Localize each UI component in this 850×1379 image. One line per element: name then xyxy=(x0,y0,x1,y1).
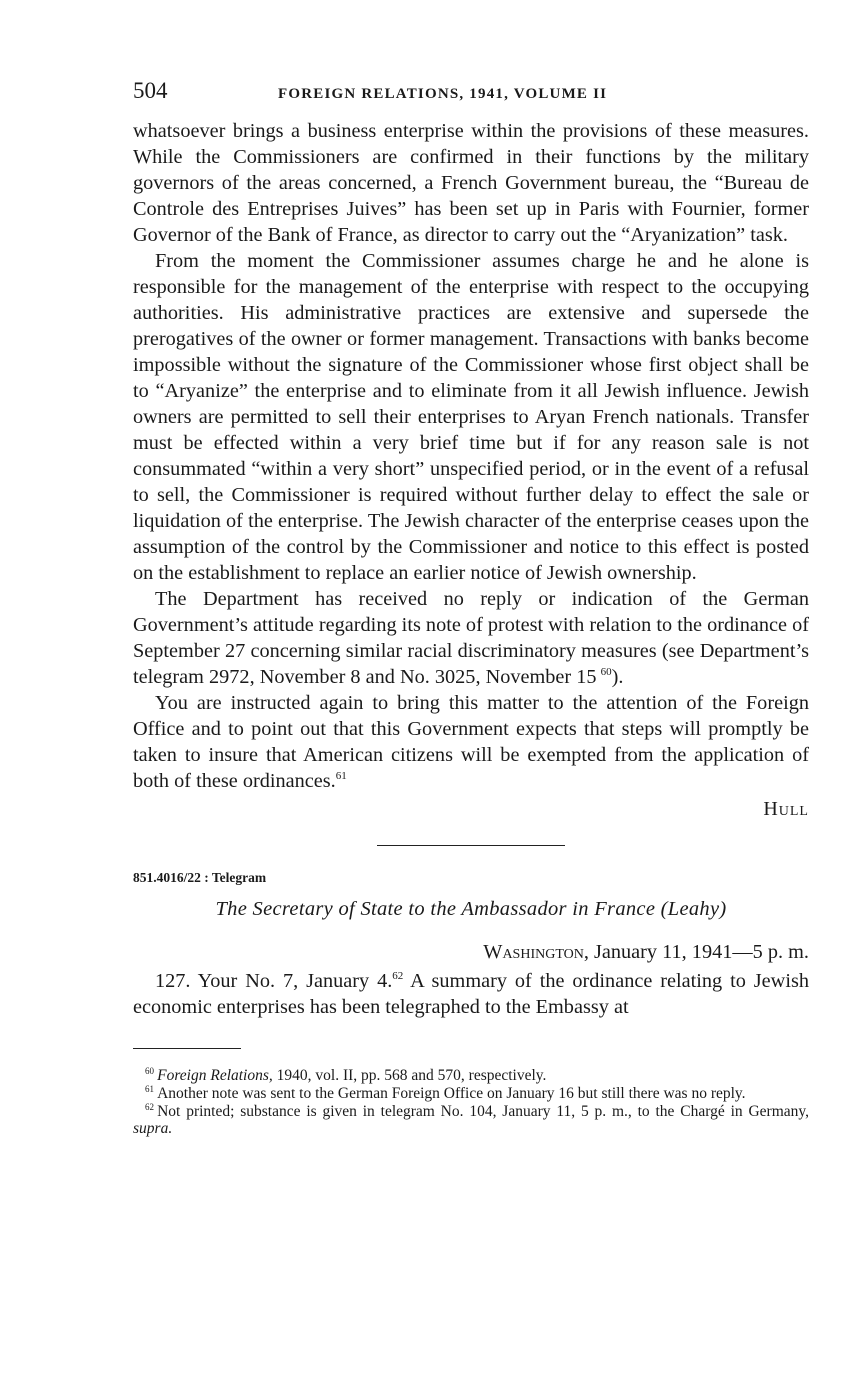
signature: Hull xyxy=(763,798,809,820)
telegram-paragraph xyxy=(133,968,809,1020)
footnote-60 xyxy=(133,1067,809,1084)
page-number: 504 xyxy=(133,78,168,103)
footnote-61-number: 61 xyxy=(145,1083,154,1094)
running-head: FOREIGN RELATIONS, 1941, VOLUME II xyxy=(278,86,608,102)
footnote-60-number: 60 xyxy=(145,1065,154,1076)
footnote-ref-61: 61 xyxy=(335,770,347,783)
footnote-61-text: Another note was sent to the German Foreign Office on January 16 but still there was no reply. xyxy=(157,1085,746,1102)
footnotes xyxy=(133,1067,809,1137)
paragraph-2: From the moment the Commissioner assumes charge he and he alone is responsible for the management of the enterprise with respect to the occupying authorities. His administrative practices are extensive and supersede the prerogatives of the owner or former management. Transactions with banks become impossible without the signature of the Commissioner whose first object shall be to “Aryanize” the enterprise and to eliminate from it all Jewish influence. Jewish owners are permitted to sell their enterprises to Aryan French nationals. Transfer must be effected within a very brief time but if for any reason sale is not consummated “within a very short” unspecified period, or in the event of a refusal to sell, the Commissioner is required without further delay to effect the sale or liquidation of the enterprise. The Jewish character of the enterprise ceases upon the assumption of the control by the Commissioner and notice to this effect is posted on the establishment to replace an earlier notice of Jewish ownership. xyxy=(133,250,809,584)
dateline xyxy=(133,941,809,964)
page-header xyxy=(133,78,809,118)
footnote-61 xyxy=(133,1085,809,1102)
telegram-start: 127. Your No. 7, January 4. xyxy=(155,970,393,992)
paragraph-3 xyxy=(133,586,809,690)
section-divider xyxy=(377,845,565,846)
paragraph-4 xyxy=(133,690,809,794)
footnote-62-text: Not printed; substance is given in telegram No. 104, January 11, 5 p. m., to the Chargé in Germany, xyxy=(157,1103,809,1120)
dateline-date: January 11, 1941—5 p. m. xyxy=(588,941,809,963)
dateline-place: Washington, xyxy=(483,941,589,963)
paragraph-3-end: ). xyxy=(611,666,624,688)
document-page xyxy=(133,78,809,1138)
paragraph-3-text: The Department has received no reply or indication of the German Government’s attitude regarding its note of protest with relation to the ordinance of September 27 concerning similar racial discriminatory measures (see Department’s telegram 2972, November 8 and No. 3025, November 15 xyxy=(133,588,809,688)
footnote-60-source: Foreign Relations, xyxy=(157,1067,273,1084)
footnote-ref-60: 60 xyxy=(600,666,612,679)
footnote-62 xyxy=(133,1103,809,1137)
paragraph-1: whatsoever brings a business enterprise within the provisions of these measures. While the Commissioners are confirmed in their functions by the military governors of the areas concerned, a French Government bureau, the “Bureau de Controle des Entreprises Juives” has been set up in Paris with Fournier, former Governor of the Bank of France, as director to carry out the “Aryanization” task. xyxy=(133,120,809,246)
document-title: The Secretary of State to the Ambassador in France (Leahy) xyxy=(215,898,727,920)
body-text xyxy=(133,118,809,794)
telegram-rest: A summary of the ordinance relating to Jewish economic enterprises has been telegraphed to the Embassy at xyxy=(133,970,809,1018)
footnote-ref-62: 62 xyxy=(392,970,404,983)
paragraph-4-text: You are instructed again to bring this matter to the attention of the Foreign Office and to point out that this Government expects that steps will promptly be taken to insure that American citizens will be exempted from the application of both of these ordinances. xyxy=(133,692,809,792)
footnote-divider xyxy=(133,1048,241,1049)
footnote-60-text: 1940, vol. II, pp. 568 and 570, respectively. xyxy=(272,1067,547,1084)
footnote-62-supra: supra. xyxy=(133,1120,173,1137)
file-reference: 851.4016/22 : Telegram xyxy=(133,870,267,885)
telegram-body xyxy=(133,968,809,1020)
footnote-62-number: 62 xyxy=(145,1101,154,1112)
